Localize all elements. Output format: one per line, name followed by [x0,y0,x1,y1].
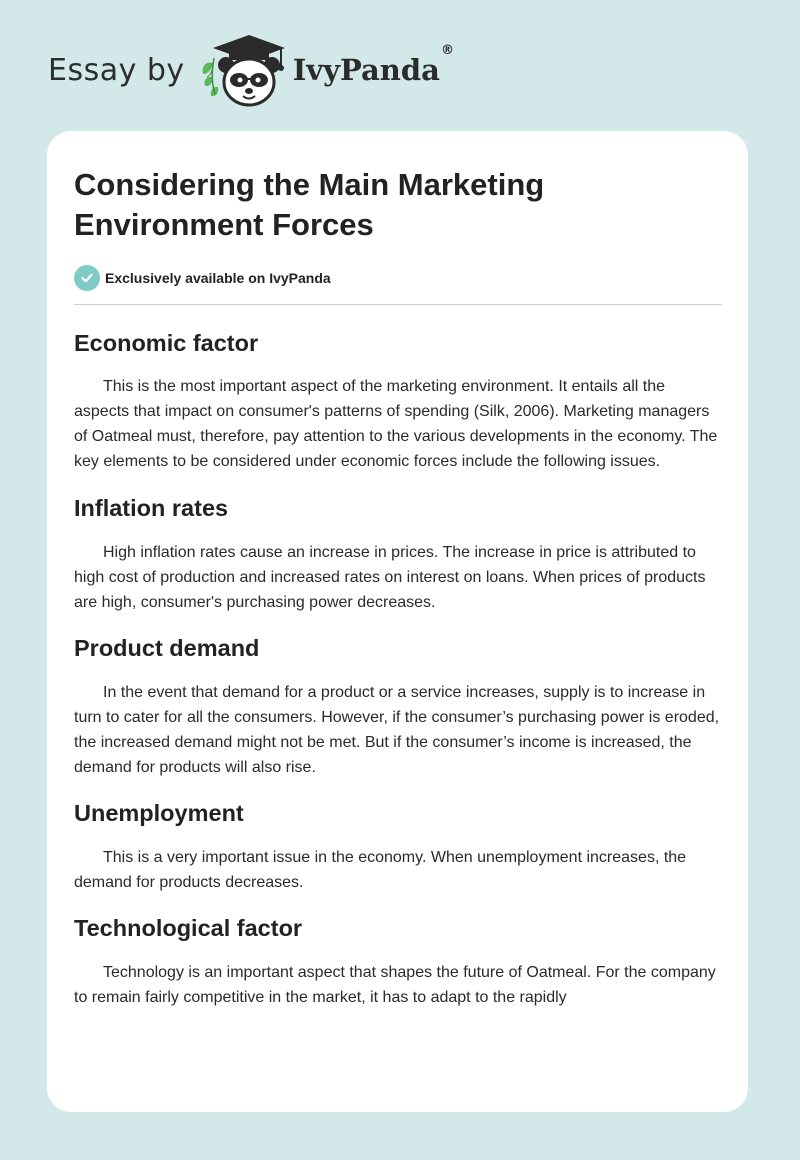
section-paragraph: Technology is an important aspect that shapes the future of Oatmeal. For the company to remain fairly competitive in the market, it has to adapt to the rapidly [74,964,716,1006]
section-paragraph: This is a very important issue in the economy. When unemployment increases, the demand for products decreases. [74,849,687,891]
section-technological-factor [74,913,722,1010]
section-heading: Product demand [74,635,260,661]
title-divider [74,304,722,305]
section-paragraph: In the event that demand for a product or a service increases, supply is to increase in turn to cater for all the consumers. However, if the consumer’s purchasing power is eroded, the increased demand might not be met. But if the consumer’s income is increased, the demand for products will also rise. [74,684,720,776]
section-product-demand [74,633,722,780]
section-unemployment [74,798,722,895]
exclusive-badge-label: Exclusively available on IvyPanda [105,270,331,286]
registered-mark: ® [440,43,454,58]
page-title: Considering the Main Marketing Environment Forces [74,167,545,242]
section-heading: Economic factor [74,330,259,356]
exclusive-badge [74,265,722,291]
section-inflation-rates [74,493,722,615]
section-heading: Unemployment [74,800,244,826]
essay-card [47,131,748,1112]
check-circle-icon [74,265,100,291]
essay-by-label: Essay by [48,52,185,88]
brand-name[interactable]: IvyPanda® [292,43,454,87]
section-economic-factor [74,328,722,474]
section-heading: Technological factor [74,915,303,941]
section-paragraph: High inflation rates cause an increase in prices. The increase in price is attributed to high cost of production and increased rates on interest on loans. When prices of products are high, consumer's purchasing power decreases. [74,544,706,611]
panda-graduate-icon[interactable] [199,30,295,110]
section-paragraph: This is the most important aspect of the marketing environment. It entails all the aspects that impact on consumer's patterns of spending (Silk, 2006). Marketing managers of Oatmeal must, therefore, pay attention to the various developments in the economy. The key elements to be considered under economic forces include the following issues. [74,378,718,470]
section-heading: Inflation rates [74,495,229,521]
site-header [48,30,454,110]
